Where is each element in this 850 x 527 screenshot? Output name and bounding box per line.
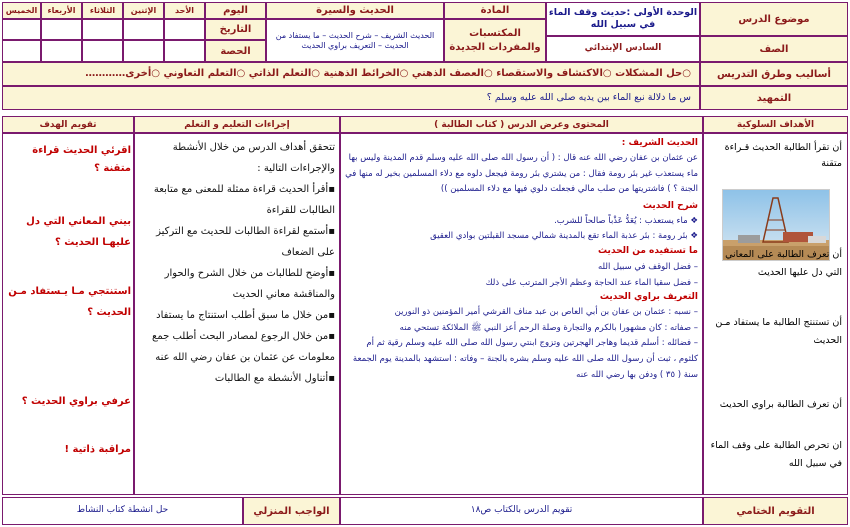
evaluation-column [2, 133, 134, 495]
day-wed: الأربعاء [41, 2, 82, 19]
day-label: اليوم [205, 2, 266, 19]
evaluation-item: مراقبة ذاتية ! [64, 444, 131, 455]
objective-4: أن تعرف الطالبة براوي الحديث [719, 399, 842, 410]
content-column [340, 133, 703, 495]
intro-text: س ما دلالة نبع الماء بين يديه صلى الله عليه وسلم ؟ [2, 86, 700, 110]
narrator-item: – صفاته : كان مشهورا بالكرم والتجارة وصلة الرحم أعز النبي ﷺ الملائكة تستحي منه [399, 322, 698, 333]
day-sun: الأحد [164, 2, 205, 19]
period-cell[interactable] [41, 40, 82, 62]
objectives-header: الأهداف السلوكية [703, 116, 848, 133]
period-cell[interactable] [2, 40, 41, 62]
homework-text: حل انشطة كتاب النشاط [2, 497, 243, 525]
date-cell[interactable] [164, 19, 205, 40]
date-cell[interactable] [82, 19, 123, 40]
class-label: الصف [700, 36, 848, 62]
explain-title: شرح الحديث [642, 201, 698, 212]
procedure-intro: تتحقق أهداف الدرس من خلال الأنشطة والإجراءات التالية : [172, 142, 335, 174]
explain-item: ❖ ماء يستعذب : يُعَدُّ عَذْباً صالحاً للشرب. [554, 216, 698, 227]
hadith-subject-text: الحديث الشريف – شرح الحديث – ما يستفاد من الحديث – التعريف براوي الحديث [266, 19, 444, 62]
subject-label: المادة [444, 2, 546, 19]
final-eval-label: التقويم الختامي [703, 497, 848, 525]
narrator-item: – نسبه : عثمان بن عفان بن أبي العاص بن عبد مناف القرشي أمير المؤمنين ذو النورين [394, 306, 698, 317]
procedure-item: ▪من خلال ما سبق أطلب استنتاج ما يستفاد [156, 310, 335, 321]
date-cell[interactable] [41, 19, 82, 40]
objective-3: أن تستنتج الطالبة ما يستفاد مـن الحديث [715, 317, 842, 347]
class-value: السادس الإبتدائي [546, 36, 700, 62]
hadith-title: الحديث الشريف : [621, 138, 698, 148]
final-eval-text: تقويم الدرس بالكتاب ص١٨ [340, 497, 703, 525]
period-cell[interactable] [123, 40, 164, 62]
day-thu: الخميس [2, 2, 41, 19]
date-label: التاريخ [205, 19, 266, 40]
vocab-label: المكتسبات والمفردات الجديدة [444, 19, 546, 62]
intro-label: التمهيد [700, 86, 848, 110]
methods-text: ○حل المشكلات ○الاكتشاف والاستقصاء ○العصف الذهني ○الخرائط الذهنية ○التعلم الذاتي ○التعلم التعاوني ○أخرى………… [2, 62, 700, 86]
procedures-column [134, 133, 340, 495]
lesson-topic-label: موضوع الدرس [700, 2, 848, 36]
objective-2: أن تعرف الطالبة على المعاني التي دل عليها الحديث [725, 249, 842, 279]
evaluation-item: اقرئي الحديث قراءة متقنة ؟ [32, 145, 131, 174]
benefit-item: – فضل سقيا الماء عند الحاجة وعظم الأجر المترتب على ذلك [485, 277, 698, 288]
homework-label: الواجب المنزلي [243, 497, 340, 525]
narrator-item: – فضائله : أسلم قديما وهاجر الهجرتين وتزوج ابنتي رسول الله صلى الله عليه وسلم رقية ثم أم كلثوم ، ثبت أن رسول الله صلى الله عليه وسلم بشره بالجنة – وفاته : استشهد بالمدينة يوم الجمعة سنة ( ٣٥ ) ودفن بها رضي الله عنه [352, 338, 698, 380]
benefits-title: ما تستفيده من الحديث [598, 245, 698, 256]
evaluation-item: بيني المعاني التي دل عليهـا الحديث ؟ [26, 216, 131, 248]
procedure-item: ▪أتناول الأنشطة مع الطالبات [214, 373, 335, 384]
content-header: المحتوى وعرض الدرس ( كتاب الطالبة ) [340, 116, 703, 133]
diamond-bullet-icon: ❖ [687, 231, 698, 242]
day-tue: الثلاثاء [82, 2, 123, 19]
benefit-item: – فضل الوقف في سبيل الله [598, 261, 698, 272]
date-cell[interactable] [123, 19, 164, 40]
procedures-header: إجراءات التعليم و التعلم [134, 116, 340, 133]
procedure-item: ▪من خلال الرجوع لمصادر البحث أطلب جمع معلومات عن عثمان بن عفان رضي الله عنه [152, 331, 335, 363]
period-cell[interactable] [82, 40, 123, 62]
evaluation-item: استنتجي مـا يـستفاد مـن الحديث ؟ [8, 286, 131, 318]
hadith-body: عن عثمان بن عفان رضي الله عنه قال : ( أن رسول الله صلى الله عليه وسلم قدم المدينة وليس بها ماء يستعذب غير بئر رومة فقال : من يشتري بئر رومة فيجعل دلوه مع دلاء المسلمين بخير له منها في الجنة ؟ ) فاشتريتها من صلب مالي فجعلت دلوي فيها مع دلاء المسلمين )) [345, 152, 698, 195]
day-mon: الإثنين [123, 2, 164, 19]
unit-title: الوحدة الأولى :حديث وقف الماء في سبيل الله [546, 2, 700, 36]
diamond-bullet-icon: ❖ [687, 216, 698, 227]
objective-1: أن تقرأ الطالبة الحديث قـراءة متقنة [724, 142, 842, 170]
period-cell[interactable] [164, 40, 205, 62]
objective-5: ان تحرص الطالبة على وقف الماء في سبيل الله [710, 440, 842, 470]
methods-label: أساليب وطرق التدريس [700, 62, 848, 86]
narrator-title: التعريف براوي الحديث [599, 291, 698, 302]
objectives-column [703, 133, 848, 495]
evaluation-header: تقويم الهدف [2, 116, 134, 133]
procedure-item: ▪أوضح للطالبات من خلال الشرح والحوار والمناقشة معاني الحديث [164, 268, 335, 300]
explain-item: ❖ بئر رومة : بئر عذبة الماء تقع بالمدينة شمالي مسجد القبلتين بوادي العقيق [430, 231, 698, 242]
hadith-subject-label: الحديث والسيرة [266, 2, 444, 19]
date-cell[interactable] [2, 19, 41, 40]
procedure-item: ▪أقرأ الحديث قراءة ممثلة للمعنى مع متابعة الطالبات للقراءة [153, 184, 335, 216]
procedure-item: ▪أستمع لقراءة الطالبات للحديث مع التركيز على الضعاف [156, 226, 335, 258]
evaluation-item: عرفي براوي الحديث ؟ [21, 396, 131, 407]
period-label: الحصة [205, 40, 266, 62]
